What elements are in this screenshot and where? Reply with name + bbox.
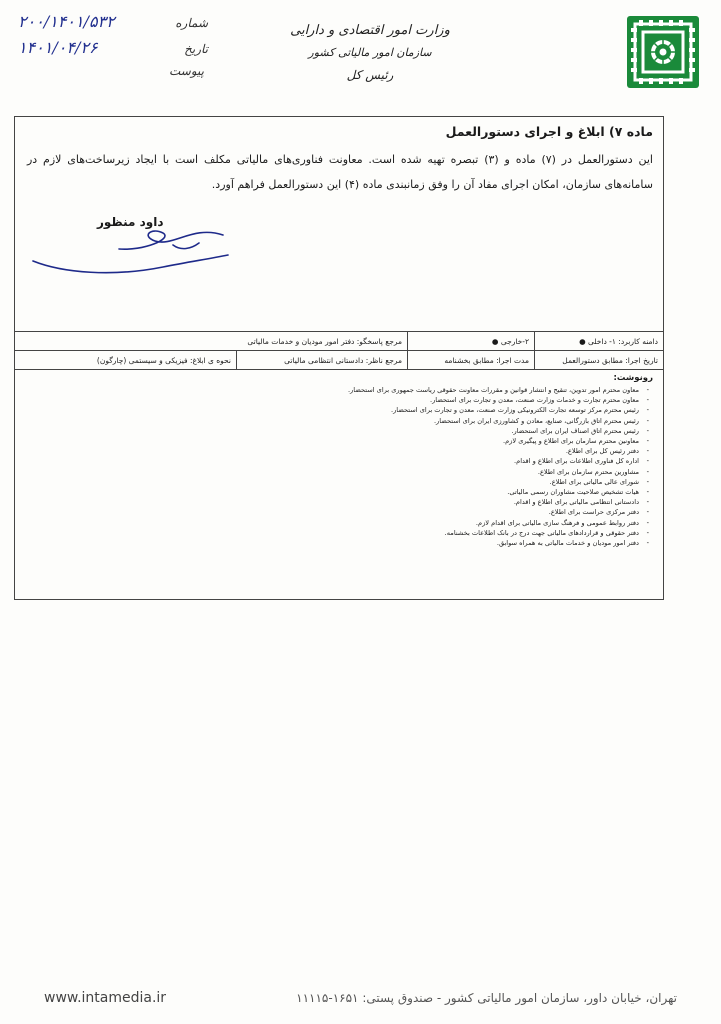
type-cell: ۲-خارجی ● [407, 332, 534, 350]
duration-cell: مدت اجرا: مطابق بخشنامه [407, 351, 534, 369]
letter-date-label: تاریخ [184, 42, 208, 56]
scope-cell: دامنه کاربرد: ۱- داخلی ● [534, 332, 663, 350]
letter-date-row [18, 38, 208, 64]
copy-recipient: - دفتر امور مودیان و خدمات مالیاتی به همراه سوابق. [25, 538, 649, 548]
letter-number-value: ۲۰۰/۱۴۰۱/۵۳۲ [18, 12, 115, 31]
copy-recipient: - معاون محترم تجارت و خدمات وزارت صنعت، معدن و تجارت برای استحضار. [25, 395, 649, 405]
copy-recipient: - هیات تشخیص صلاحیت مشاوران رسمی مالیاتی. [25, 487, 649, 497]
info-row [15, 351, 663, 370]
copy-recipient: - رئیس محترم مرکز توسعه تجارت الکترونیکی وزارت صنعت، معدن و تجارت برای استحضار. [25, 405, 649, 415]
copies-title: رونوشت: [613, 373, 653, 383]
responsible-cell: مرجع پاسخگو: دفتر امور مودیان و خدمات مالیاتی [247, 336, 402, 346]
signer-name: داود منظور [97, 215, 164, 229]
ministry-name: وزارت امور اقتصادی و دارایی [290, 23, 450, 38]
copy-recipient: - دفتر روابط عمومی و فرهنگ سازی مالیاتی برای اقدام لازم. [25, 518, 649, 528]
office-name: رئیس کل [346, 68, 394, 82]
organization-name: سازمان امور مالیاتی کشور [308, 46, 432, 59]
letter-number-row [18, 12, 208, 38]
copy-recipient: - شورای عالی مالیاتی برای اطلاع. [25, 477, 649, 487]
copy-recipient: - دفتر حقوقی و قراردادهای مالیاتی جهت درج در بانک اطلاعات بخشنامه. [25, 528, 649, 538]
tax-organization-logo [627, 16, 699, 88]
article-title: ماده ۷) ابلاغ و اجرای دستورالعمل [445, 124, 653, 139]
article-text: این دستورالعمل در (۷) ماده و (۳) تبصره تهیه شده است. معاونت فناوری‌های مالیاتی مکلف است با ایجاد زیرساخت‌های لازم در سامانه‌های سازمان، امکان اجرای مفاد آن را وفق زمانبندی ماده (۴) این دستورالعمل فراهم آورد. [27, 153, 653, 191]
copy-recipient: - دادستانی انتظامی مالیاتی برای اطلاع و اقدام. [25, 497, 649, 507]
copy-recipient: - رئیس محترم اتاق بازرگانی، صنایع، معادن و کشاورزی ایران برای استحضار. [25, 416, 649, 426]
letterhead [250, 20, 490, 86]
method-cell: نحوه ی ابلاغ: فیزیکی و سیستمی (چارگون) [96, 355, 231, 365]
copy-recipient: - معاون محترم امور تدوین، تنقیح و انتشار قوانین و مقررات معاونت حقوقی ریاست جمهوری برای استحضار. [25, 385, 649, 395]
letter-footer [44, 990, 677, 1006]
exec-date-cell: تاریخ اجرا: مطابق دستورالعمل [534, 351, 663, 369]
copy-recipient: - مشاورین محترم سازمان برای اطلاع. [25, 467, 649, 477]
document-body [15, 117, 663, 333]
supervisor-cell: مرجع ناظر: دادستانی انتظامی مالیاتی [236, 351, 407, 369]
letter-meta [18, 12, 208, 78]
copy-recipient: - اداره کل فناوری اطلاعات برای اطلاع و اقدام. [25, 456, 649, 466]
copies-list [25, 385, 653, 548]
footer-address: تهران، خیابان داور، سازمان امور مالیاتی کشور - صندوق پستی: ۱۶۵۱-۱۱۱۱۵ [296, 991, 677, 1005]
info-table [15, 331, 663, 370]
letter-date-value: ۱۴۰۱/۰۴/۲۶ [18, 38, 98, 57]
footer-website: www.intamedia.ir [44, 990, 167, 1006]
handwritten-signature [23, 221, 243, 281]
copies-section [15, 373, 663, 548]
info-row [15, 332, 663, 351]
copy-recipient: - معاونین محترم سازمان برای اطلاع و پیگیری لازم. [25, 436, 649, 446]
attachment-label: پیوست [169, 64, 204, 78]
copy-recipient: - رئیس محترم اتاق اصناف ایران برای استحضار. [25, 426, 649, 436]
copy-recipient: - دفتر مرکزی حراست برای اطلاع. [25, 507, 649, 517]
letter-number-label: شماره [175, 16, 208, 30]
document-frame [14, 116, 664, 600]
copy-recipient: - دفتر رئیس کل برای اطلاع. [25, 446, 649, 456]
